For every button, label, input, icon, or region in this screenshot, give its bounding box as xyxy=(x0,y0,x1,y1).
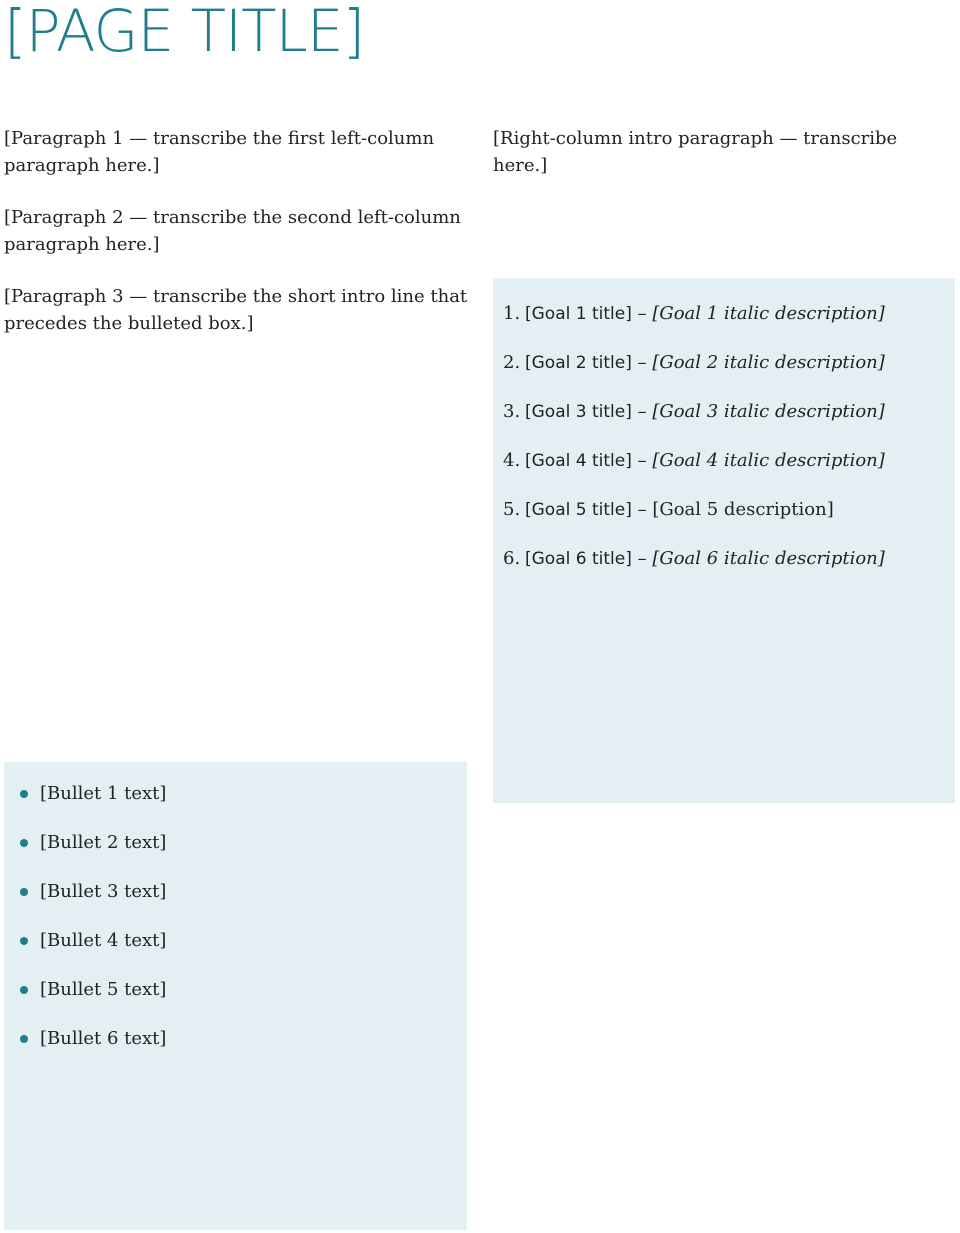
left-column xyxy=(4,125,469,362)
bullet-icon xyxy=(20,937,28,945)
goal-item: 6. [Goal 6 title] – [Goal 6 italic description] xyxy=(503,545,939,573)
right-column xyxy=(493,125,955,204)
bullet-icon xyxy=(20,790,28,798)
goal-title: [Goal 5 title] xyxy=(525,500,632,520)
goal-number: 3. xyxy=(503,401,521,422)
goal-number: 5. xyxy=(503,499,521,520)
goal-description: [Goal 3 italic description] xyxy=(652,401,885,422)
bullet-text: [Bullet 5 text] xyxy=(40,979,167,1000)
goal-number: 4. xyxy=(503,450,521,471)
goal-item: 1. [Goal 1 title] – [Goal 1 italic description] xyxy=(503,300,939,328)
bullet-icon xyxy=(20,986,28,994)
left-paragraph-3: [Paragraph 3 — transcribe the short intro line that precedes the bulleted box.] xyxy=(4,286,468,334)
goal-description: [Goal 2 italic description] xyxy=(652,352,885,373)
bullet-text: [Bullet 3 text] xyxy=(40,881,167,902)
goal-title: [Goal 4 title] xyxy=(525,451,632,471)
left-paragraph-2: [Paragraph 2 — transcribe the second left-column paragraph here.] xyxy=(4,207,461,255)
list-item xyxy=(10,976,451,1003)
list-item xyxy=(10,780,451,807)
bullet-text: [Bullet 6 text] xyxy=(40,1028,167,1049)
bullet-text: [Bullet 2 text] xyxy=(40,832,167,853)
goal-number: 1. xyxy=(503,303,521,324)
list-item xyxy=(10,878,451,905)
left-paragraph-1: [Paragraph 1 — transcribe the first left-column paragraph here.] xyxy=(4,128,435,176)
list-item xyxy=(10,927,451,954)
bullet-text: [Bullet 1 text] xyxy=(40,783,167,804)
goal-description: [Goal 4 italic description] xyxy=(652,450,885,471)
goal-number: 6. xyxy=(503,548,521,569)
goal-description: [Goal 6 italic description] xyxy=(652,548,885,569)
goals-box xyxy=(493,278,955,803)
goal-description: [Goal 1 italic description] xyxy=(652,303,885,324)
goal-title: [Goal 6 title] xyxy=(525,549,632,569)
goal-title: [Goal 3 title] xyxy=(525,402,632,422)
goal-title: [Goal 2 title] xyxy=(525,353,632,373)
right-intro-paragraph: [Right-column intro paragraph — transcribe here.] xyxy=(493,128,898,176)
bullet-callout-box xyxy=(4,762,467,1230)
goal-item: 5. [Goal 5 title] – [Goal 5 description] xyxy=(503,496,939,524)
bullet-icon xyxy=(20,1035,28,1043)
bullet-icon xyxy=(20,888,28,896)
goal-description: [Goal 5 description] xyxy=(652,499,834,520)
goal-item: 3. [Goal 3 title] – [Goal 3 italic description] xyxy=(503,398,939,426)
goal-number: 2. xyxy=(503,352,521,373)
bullet-icon xyxy=(20,839,28,847)
goal-title: [Goal 1 title] xyxy=(525,304,632,324)
bullet-text: [Bullet 4 text] xyxy=(40,930,167,951)
goal-item: 2. [Goal 2 title] – [Goal 2 italic description] xyxy=(503,349,939,377)
goal-item: 4. [Goal 4 title] – [Goal 4 italic description] xyxy=(503,447,939,475)
page-title: [PAGE TITLE] xyxy=(4,0,365,65)
list-item xyxy=(10,829,451,856)
list-item xyxy=(10,1025,451,1052)
